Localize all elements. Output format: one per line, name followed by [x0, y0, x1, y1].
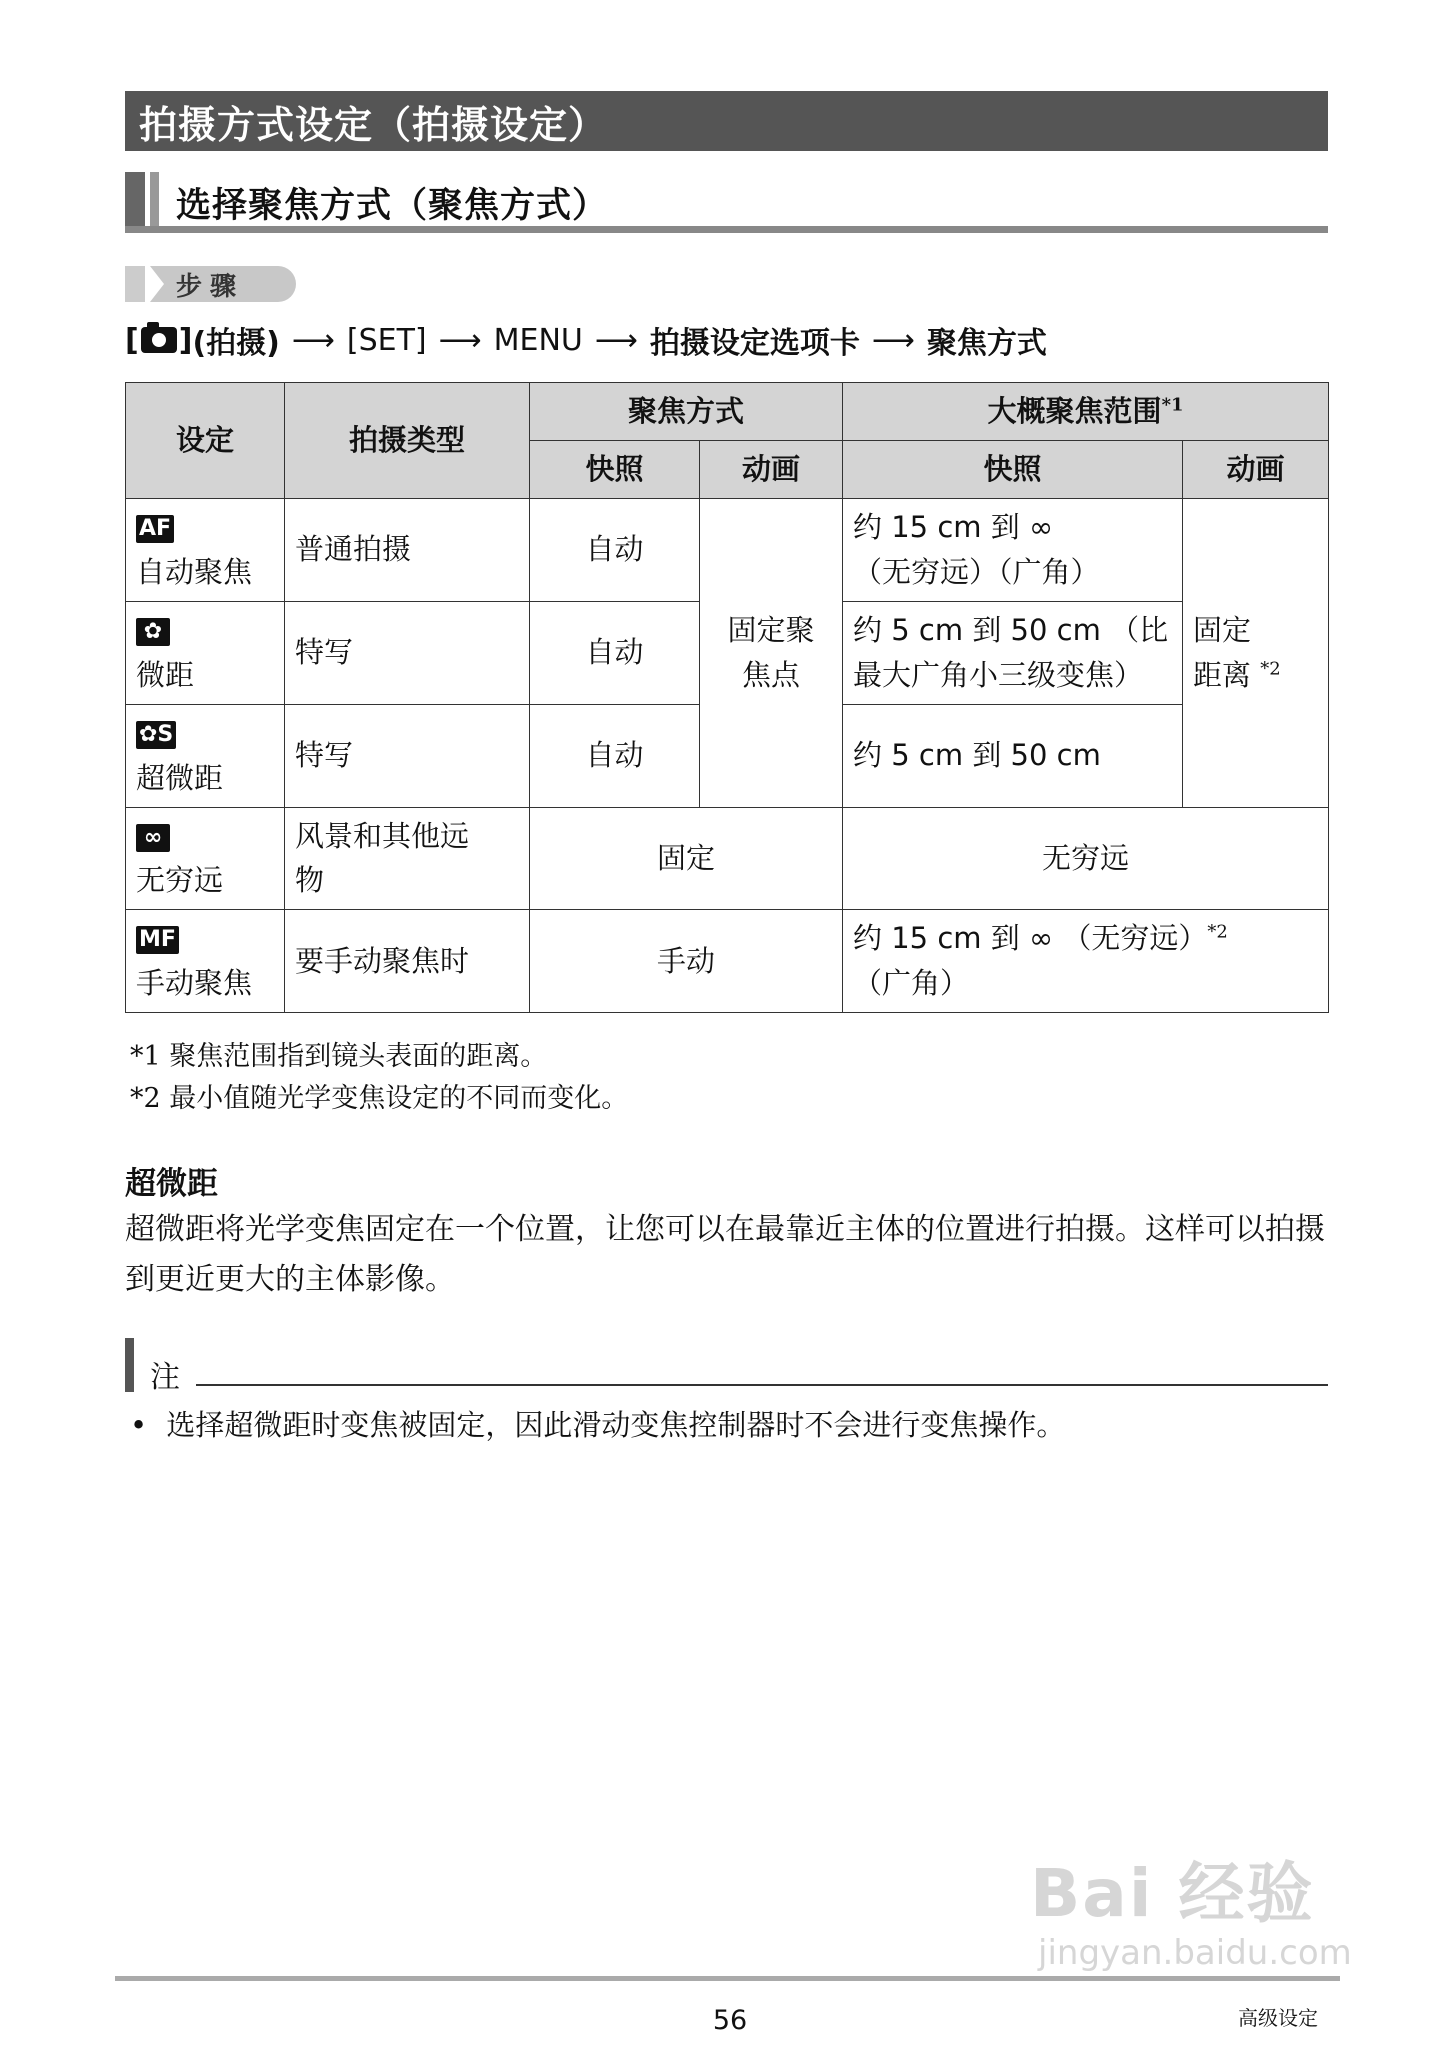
shoot-type: 要手动聚焦时	[285, 910, 530, 1013]
setting-cell	[126, 704, 285, 807]
arrow-icon: ⟶	[594, 322, 638, 358]
mf-icon: MF	[136, 926, 179, 954]
section-title: 拍摄方式设定（拍摄设定）	[125, 91, 1328, 151]
header-snapshot: 快照	[530, 440, 700, 498]
note-rule	[196, 1384, 1328, 1386]
footnote-mark: *1	[130, 1041, 161, 1072]
range-line2: （广角）	[853, 966, 970, 1001]
movie-range-line2: 距离	[1193, 657, 1252, 692]
setting-name: 超微距	[136, 760, 224, 795]
type-line1: 风景和其他远	[295, 818, 470, 853]
setting-cell	[126, 498, 285, 601]
footnote-2	[130, 1076, 628, 1115]
footer-section-label: 高级设定	[1238, 2006, 1318, 2030]
arrow-icon: ⟶	[871, 322, 915, 358]
table-row	[126, 498, 1329, 601]
arrow-icon: ⟶	[438, 322, 482, 358]
setting-name: 无穷远	[136, 863, 224, 898]
movie-focus-mode	[700, 498, 843, 807]
watermark-logo: Bai 经验	[1030, 1855, 1315, 1932]
movie-focus-line2: 焦点	[742, 657, 801, 692]
macro-icon: ✿	[136, 618, 170, 646]
watermark	[1030, 1840, 1352, 1973]
subsection-marker-thin	[150, 172, 159, 232]
page-number: 56	[712, 2005, 748, 2036]
range-line1: 约 15 cm 到 ∞ （无穷远）	[853, 921, 1208, 956]
movie-range-line1: 固定	[1193, 612, 1252, 647]
footnote-ref: *2	[1207, 921, 1228, 943]
setting-name: 微距	[136, 657, 195, 692]
range-line2: 最大广角小三级变焦）	[853, 657, 1144, 692]
subsection-underline	[125, 226, 1328, 233]
steps-label: 步骤	[150, 266, 296, 302]
subsection-marker	[125, 172, 145, 232]
snapshot-mode: 自动	[530, 601, 700, 704]
setting-name: 手动聚焦	[136, 966, 253, 1001]
focus-mode: 固定	[530, 807, 843, 910]
path-menu-label: MENU	[493, 322, 583, 358]
super-macro-icon: ✿S	[136, 721, 176, 749]
path-focus-label: 聚焦方式	[926, 326, 1047, 361]
macro-heading: 超微距	[125, 1166, 218, 1202]
footer-rule	[115, 1976, 1340, 1981]
focus-mode: 手动	[530, 910, 843, 1013]
footnote-1	[130, 1034, 547, 1073]
setting-cell	[126, 807, 285, 910]
note-marker	[125, 1338, 134, 1392]
footnote-mark: *2	[130, 1083, 161, 1114]
path-tab-label: 拍摄设定选项卡	[649, 326, 860, 361]
range-line1: 约 15 cm 到 ∞	[853, 509, 1054, 544]
bracket-open: [	[125, 322, 139, 358]
note-title: 注	[150, 1360, 180, 1395]
range-line1: 约 5 cm 到 50 cm （比	[853, 612, 1169, 647]
movie-focus-line1: 固定聚	[727, 612, 815, 647]
note-text: 选择超微距时变焦被固定，因此滑动变焦控制器时不会进行变焦操作。	[166, 1408, 1066, 1442]
snapshot-range: 约 5 cm 到 50 cm	[843, 704, 1183, 807]
snapshot-mode: 自动	[530, 704, 700, 807]
setting-name: 自动聚焦	[136, 554, 253, 589]
snapshot-range	[843, 498, 1183, 601]
header-setting: 设定	[126, 383, 285, 499]
focus-range: 无穷远	[843, 807, 1329, 910]
type-line2: 物	[295, 863, 325, 898]
subsection-title: 选择聚焦方式（聚焦方式）	[176, 186, 609, 226]
af-icon: AF	[136, 515, 174, 543]
shoot-type: 特写	[285, 704, 530, 807]
header-snapshot: 快照	[843, 440, 1183, 498]
path-set-label: [SET]	[346, 322, 427, 358]
table-row	[126, 807, 1329, 910]
shoot-type: 普通拍摄	[285, 498, 530, 601]
header-focus-range-label: 大概聚焦范围	[987, 394, 1162, 428]
path-shoot-label: (拍摄)	[192, 326, 280, 361]
snapshot-mode: 自动	[530, 498, 700, 601]
header-movie: 动画	[700, 440, 843, 498]
arrow-icon: ⟶	[291, 322, 335, 358]
movie-range	[1183, 498, 1329, 807]
range-line2: （无穷远）（广角）	[853, 554, 1100, 589]
macro-description: 超微距将光学变焦固定在一个位置，让您可以在最靠近主体的位置进行拍摄。这样可以拍摄到更近更大的主体影像。	[125, 1212, 1325, 1297]
table-header-row	[126, 383, 1329, 441]
setting-cell	[126, 910, 285, 1013]
bullet-icon: •	[130, 1408, 148, 1442]
focus-range	[843, 910, 1329, 1013]
watermark-url: jingyan.baidu.com	[1038, 1933, 1352, 1973]
table-row	[126, 910, 1329, 1013]
shoot-type: 特写	[285, 601, 530, 704]
header-focus-mode: 聚焦方式	[530, 383, 843, 441]
snapshot-range	[843, 601, 1183, 704]
infinity-icon: ∞	[136, 824, 170, 852]
footnote-text: 最小值随光学变焦设定的不同而变化。	[169, 1083, 629, 1114]
note-item	[130, 1403, 1065, 1444]
footnote-ref: *1	[1161, 394, 1184, 416]
bracket-close: ]	[178, 322, 193, 358]
header-shoot-type: 拍摄类型	[285, 383, 530, 499]
footnote-text: 聚焦范围指到镜头表面的距离。	[169, 1041, 548, 1072]
footnote-ref: *2	[1260, 658, 1281, 680]
menu-path	[125, 318, 1047, 362]
camera-icon	[141, 327, 177, 353]
header-movie: 动画	[1183, 440, 1329, 498]
setting-cell	[126, 601, 285, 704]
focus-mode-table	[125, 382, 1329, 1013]
shoot-type	[285, 807, 530, 910]
steps-notch	[150, 266, 164, 302]
steps-marker	[125, 266, 145, 302]
header-focus-range	[843, 383, 1329, 441]
